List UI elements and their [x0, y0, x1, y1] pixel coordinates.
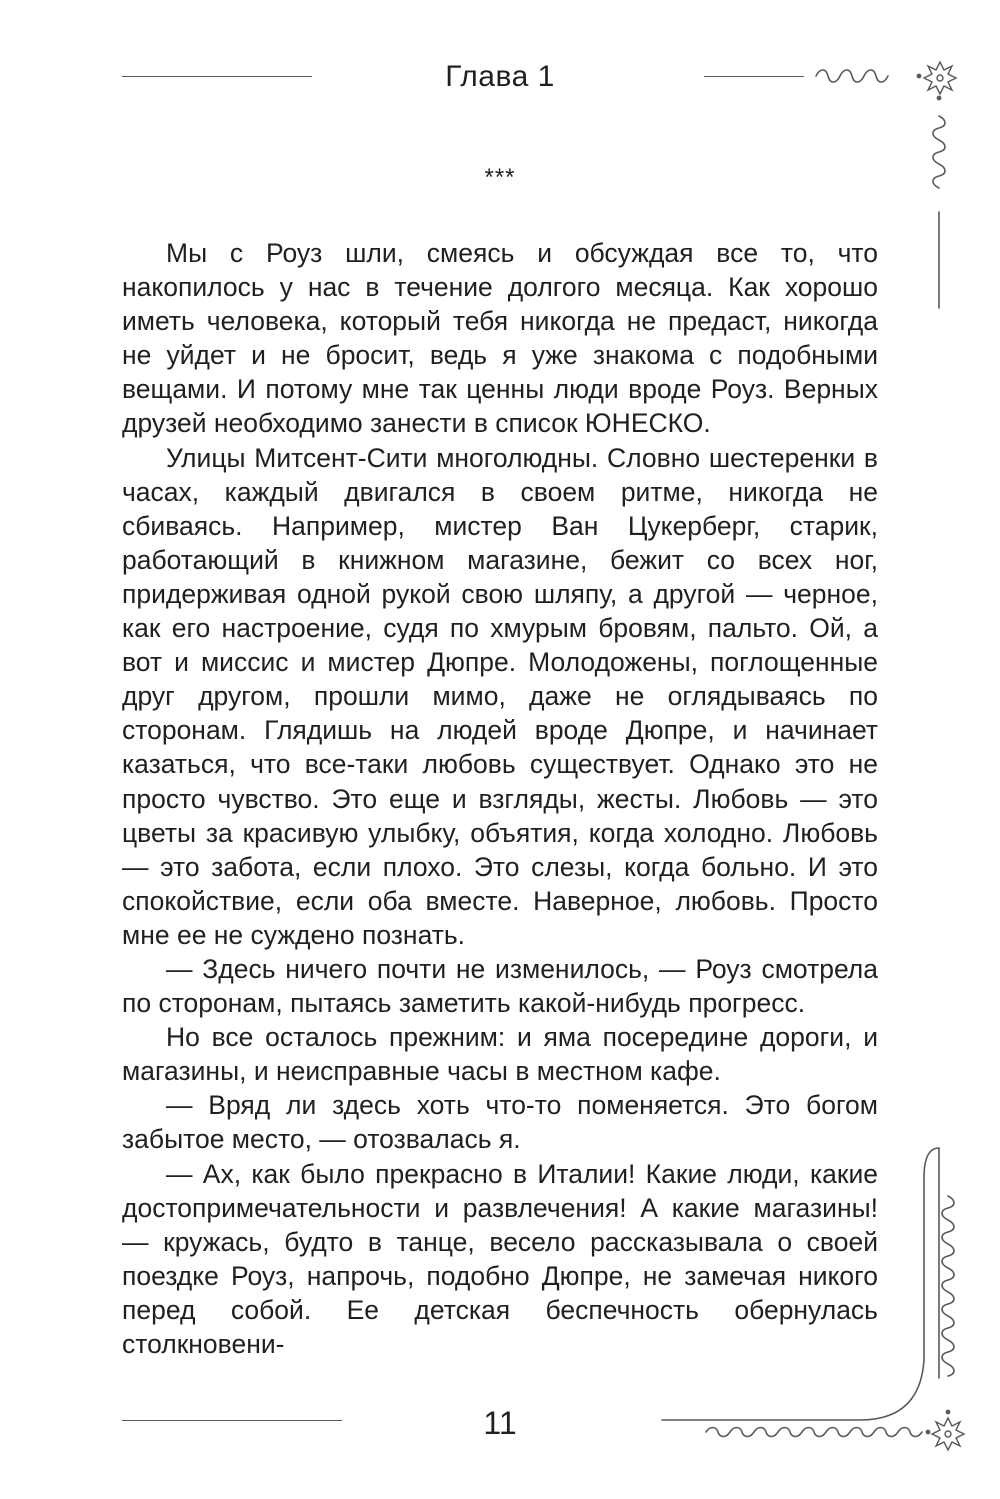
scene-break: ***	[484, 164, 516, 191]
body-text	[122, 236, 878, 1361]
footer-rule-left	[122, 1420, 342, 1421]
paragraph: Улицы Митсент-Сити многолюдны. Словно шестеренки в часах, каждый двигался в своем ритме, никогда не сбиваясь. Например, мистер Ван Цукерберг, старик, работающий в книжном магазине, бежит со всех ног, придерживая одной рукой свою шляпу, а другой — черное, как его настроение, судя по хмурым бровям, пальто. Ой, а вот и миссис и мистер Дюпре. Молодожены, поглощенные друг другом, прошли мимо, даже не оглядываясь по сторонам. Глядишь на людей вроде Дюпре, и начинает казаться, что все-таки любовь существует. Однако это не просто чувство. Это еще и взгляды, жесты. Любовь — это цветы за красивую улыбку, объятия, когда холодно. Любовь — это забота, если плохо. Это слезы, когда больно. И это спокойствие, если оба вместе. Наверное, любовь. Просто мне ее не суждено познать.	[122, 442, 878, 950]
chapter-title: Глава 1	[445, 60, 555, 93]
paragraph: — Здесь ничего почти не изменилось, — Роуз смотрела по сторонам, пытаясь заметить какой-нибудь прогресс.	[122, 953, 878, 1019]
page-number: 11	[483, 1405, 517, 1441]
paragraph: Мы с Роуз шли, смеясь и обсуждая все то, что накопилось у нас в течение долгого месяца. Как хорошо иметь человека, который тебя никогда не предаст, никогда не уйдет и не бросит, ведь я уже знакома с подобными вещами. И потому мне так ценны люди вроде Роуз. Верных друзей необходимо занести в список ЮНЕСКО.	[122, 238, 878, 439]
paragraph: Но все осталось прежним: и яма посередине дороги, и магазины, и неисправные часы в местном кафе.	[122, 1022, 878, 1087]
paragraph: — Вряд ли здесь хоть что-то поменяется. Это богом забытое место, — отозвалась я.	[122, 1090, 878, 1155]
paragraph: — Ах, как было прекрасно в Италии! Какие люди, какие достопримечательности и развлечения! А какие магазины! — кружась, будто в танце, весело рассказывала о своей поездке Роуз, напрочь, подобно Дюпре, не замечая никого перед собой. Ее детская беспечность обернулась столкновени-	[122, 1158, 878, 1359]
